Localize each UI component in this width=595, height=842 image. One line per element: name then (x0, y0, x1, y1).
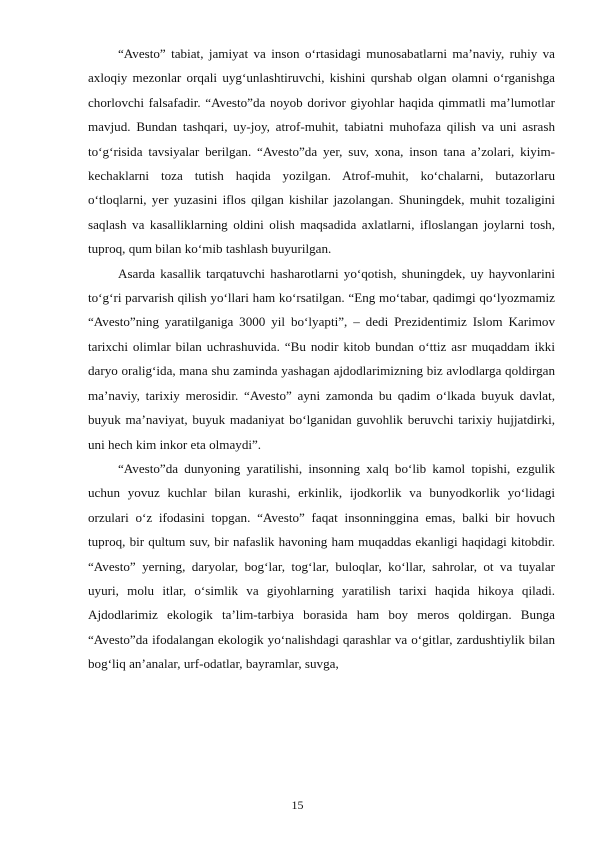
document-page (88, 42, 555, 677)
paragraph-avesto-heritage: Asarda kasallik tarqatuvchi hasharotlarni yo‘qotish, shuningdek, uy hayvonlarini to‘g‘ri parvarish qilish yo‘llari ham ko‘rsatilgan. “Eng mo‘tabar, qadimgi qo‘lyozmamiz “Avesto”ning yaratilganiga 3000 yil bo‘lyapti”, – dedi Prezidentimiz Islom Karimov tarixchi olimlar bilan uchrashuvida. “Bu nodir kitob bundan o‘ttiz asr muqaddam ikki daryo oralig‘ida, mana shu zaminda yashagan ajdodlarimizning biz avlodlarga qoldirgan ma’naviy, tarixiy merosidir. “Avesto” ayni zamonda bu qadim o‘lkada buyuk davlat, buyuk ma’naviyat, buyuk madaniyat bo‘lganidan guvohlik beruvchi tarixiy hujjatdirki, uni hech kim inkor eta olmaydi”. (88, 265, 555, 452)
paragraph-avesto-philosophy: “Avesto” tabiat, jamiyat va inson o‘rtasidagi munosabatlarni ma’naviy, ruhiy va axloqiy mezonlar orqali uyg‘unlashtiruvchi, kishini qurshab olgan olamni o‘rganishga chorlovchi falsafadir. “Avesto”da noyob dorivor giyohlar haqida qimmatli ma’lumotlar mavjud. Bundan tashqari, uy-joy, atrof-muhit, tabiatni muhofaza qilish va uni asrash to‘g‘risida tavsiyalar berilgan. “Avesto”da yer, suv, xona, inson tana a’zolari, kiyim-kechaklarni toza tutish haqida yozilgan. Atrof-muhit, ko‘chalarni, butazorlaru o‘tloqlarni, yer yuzasini iflos qilgan kishilar jazolangan. Shuningdek, muhit tozaligini saqlash va kasalliklarning oldini olish maqsadida axlatlarni, ifloslangan joylarni tosh, tuproq, qum bilan ko‘mib tashlash buyurilgan. (88, 46, 555, 257)
paragraph-avesto-creation: “Avesto”da dunyoning yaratilishi, insonning xalq bo‘lib kamol topishi, ezgulik uchun yovuz kuchlar bilan kurashi, erkinlik, ijodkorlik va bunyodkorlik yo‘lidagi orzulari o‘z ifodasini topgan. “Avesto” faqat insonninggina emas, balki bir hovuch tuproq, bir qultum suv, bir nafaslik havoning ham muqaddas ekanligi haqidagi kitobdir. “Avesto” yerning, daryolar, bog‘lar, tog‘lar, buloqlar, ko‘llar, sahrolar, ot va tuyalar uyuri, molu itlar, o‘simlik va giyohlarning yaratilish tarixi haqida hikoya qiladi. Ajdodlarimiz ekologik ta’lim-tarbiya borasida ham boy meros qoldirgan. Bunga “Avesto”da ifodalangan ekologik yo‘nalishdagi qarashlar va o‘gitlar, zardushtiylik bilan bog‘liq an’analar, urf-odatlar, bayramlar, suvga, (88, 460, 555, 672)
page-number: 15 (291, 798, 304, 812)
